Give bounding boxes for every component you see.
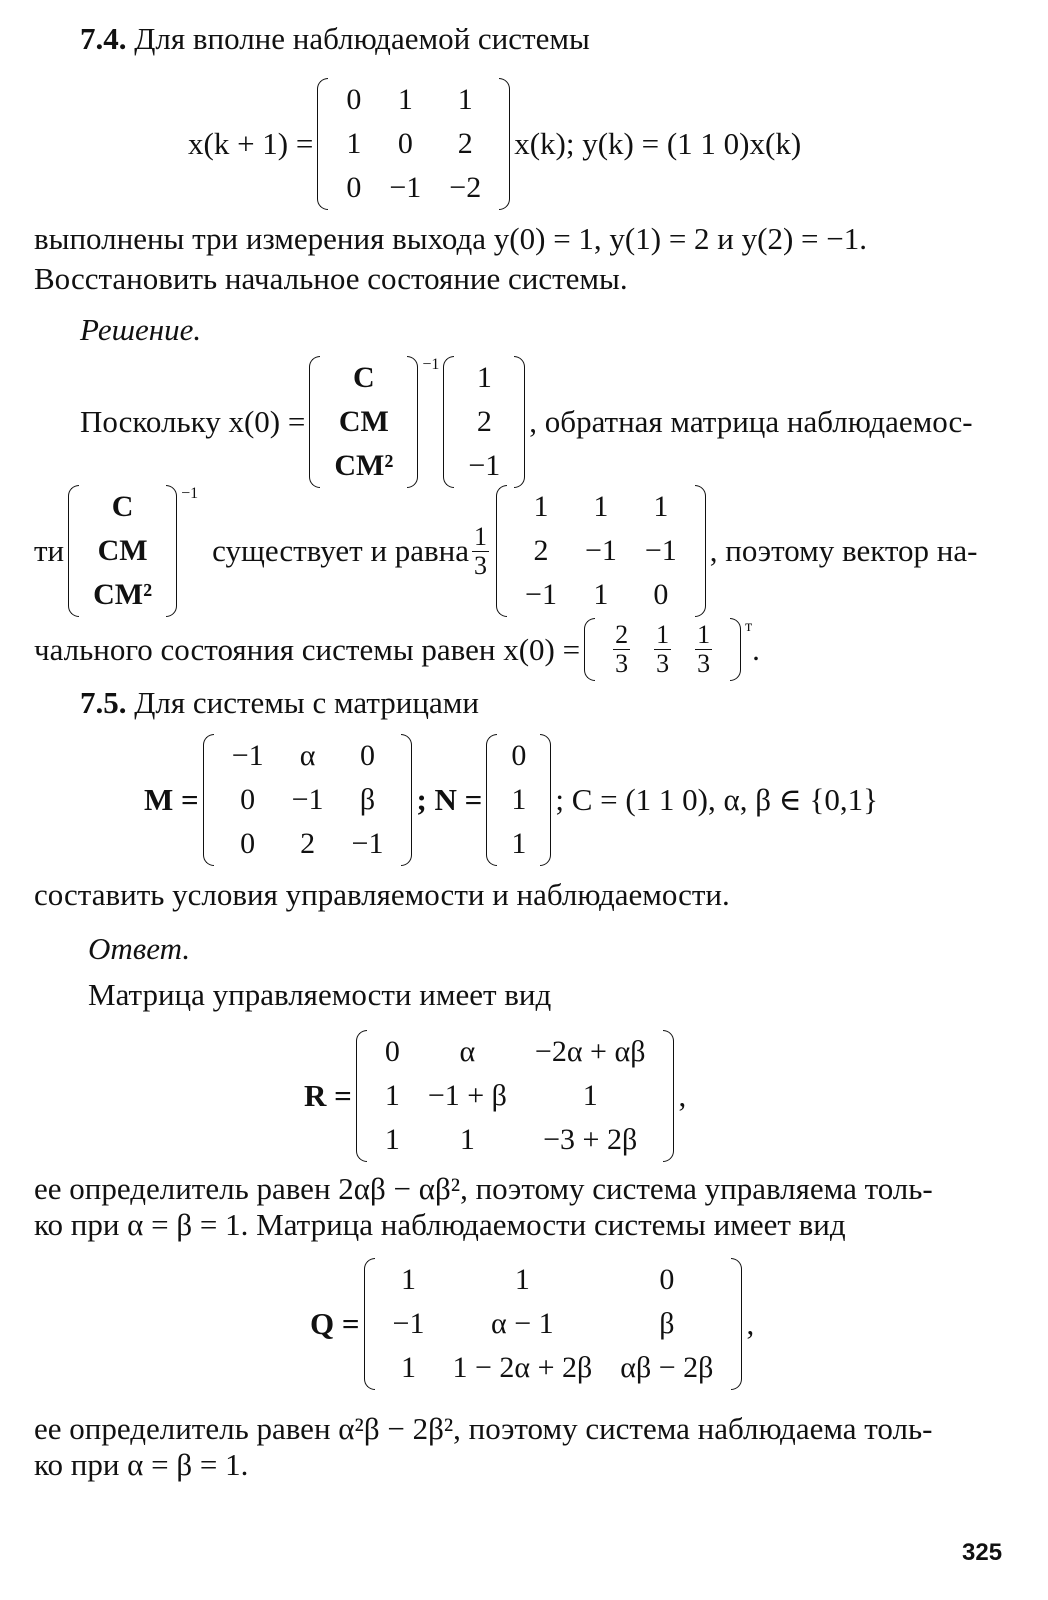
therefore-text: , поэтому вектор на- xyxy=(709,533,978,568)
problem-number-2: 7.5. xyxy=(80,685,127,720)
one-third-fraction: $\frac{1}{3}$ xyxy=(474,521,488,580)
det-Q-line-1: ее определитель равен α²β − 2β², поэтому система наблюдаема толь- xyxy=(34,1411,933,1446)
state-equation xyxy=(188,78,801,210)
controllability-matrix xyxy=(304,1030,686,1162)
measurements-text: выполнены три измерения выхода y(0) = 1, y(1) = 2 и y(2) = −1. xyxy=(34,221,868,256)
matrix-cell: αβ − 2β xyxy=(620,1351,714,1384)
matrix-cell: −2 xyxy=(449,171,482,204)
initial-state-vector xyxy=(584,618,741,681)
matrix-cell: −1 xyxy=(584,534,617,567)
inverse-text: , обратная матрица наблюдаемос- xyxy=(529,404,973,439)
observability-stack-2 xyxy=(68,485,177,617)
answer-label: Ответ. xyxy=(88,931,191,966)
equation-rhs: x(k); y(k) = (1 1 0)x(k) xyxy=(514,126,802,161)
matrix-cell: 0 xyxy=(346,83,362,116)
matrix-cell: α xyxy=(299,739,316,772)
matrix-cell: β xyxy=(659,1307,675,1340)
task-text: Восстановить начальное состояние системы. xyxy=(34,261,628,296)
matrix-cell: −1 xyxy=(525,578,557,611)
det-R-line-1: ее определитель равен 2αβ − αβ², поэтому система управляема толь- xyxy=(34,1171,933,1206)
Q-label: Q = xyxy=(310,1306,360,1341)
matrix-cell: 1 xyxy=(511,783,527,816)
matrix-cell: 0 xyxy=(359,739,375,772)
matrix-cell: 0 xyxy=(346,171,362,204)
matrix-cell: 0 xyxy=(240,783,256,816)
since-text: Поскольку x(0) = xyxy=(80,404,306,439)
matrix-cell: 1 − 2α + 2β xyxy=(452,1351,593,1384)
matrix-cell: 1 xyxy=(511,827,527,860)
matrix-M xyxy=(203,734,413,866)
matrix-cell: −1 + β xyxy=(427,1079,507,1112)
matrix-cell: α xyxy=(459,1035,476,1068)
matrix-cell: −1 xyxy=(291,783,324,816)
page-number: 325 xyxy=(962,1539,1003,1566)
transpose-mark: т xyxy=(745,618,753,635)
matrix-cell: 0 xyxy=(397,127,413,160)
matrix-cell: 2 xyxy=(476,405,492,438)
matrix-cell: 1 xyxy=(400,1351,416,1384)
matrix-cell: C xyxy=(353,361,375,394)
problem-7-4-heading xyxy=(80,22,590,56)
matrix-cell: 1 xyxy=(582,1079,598,1112)
matrix-cell: 0 xyxy=(384,1035,400,1068)
matrix-cell: β xyxy=(359,783,376,816)
matrix-cell: CM² xyxy=(334,449,394,482)
matrix-cell: 2 xyxy=(533,534,549,567)
matrix-cell: CM xyxy=(338,405,389,438)
output-vector xyxy=(443,356,525,488)
det-Q-line-2: ко при α = β = 1. xyxy=(34,1447,249,1482)
matrix-cell: 1 xyxy=(384,1123,400,1156)
matrix-cell: 1 xyxy=(514,1263,530,1296)
matrix-cell: 1 xyxy=(346,127,362,160)
R-comma: , xyxy=(678,1078,687,1113)
matrix-cell: −1 xyxy=(351,827,384,860)
equation-lhs: x(k + 1) = xyxy=(188,126,314,161)
problem-title: Для вполне наблюдаемой системы xyxy=(134,21,590,56)
x0-fraction: $\frac{1}{3}$ xyxy=(697,620,711,678)
matrix-cell: −1 xyxy=(392,1307,425,1340)
matrix-cell: 1 xyxy=(593,578,609,611)
inverse-exponent: −1 xyxy=(422,356,440,373)
M-label: M = xyxy=(144,782,199,817)
system-matrices xyxy=(144,734,878,866)
solution-label: Решение. xyxy=(80,312,202,347)
matrix-cell: 1 xyxy=(397,83,413,116)
inverse-exponent-2: −1 xyxy=(181,485,199,502)
controllability-intro: Матрица управляемости имеет вид xyxy=(88,977,552,1012)
matrix-cell: −1 xyxy=(644,534,677,567)
problem-number: 7.4. xyxy=(80,21,127,56)
matrix-cell: 1 xyxy=(457,83,473,116)
matrix-cell: 0 xyxy=(240,827,256,860)
matrix-cell: 0 xyxy=(653,578,669,611)
matrix-cell: −1 xyxy=(468,449,501,482)
matrix-cell: C xyxy=(111,490,134,523)
R-label: R = xyxy=(304,1078,352,1113)
initial-state-text: чального состояния системы равен x(0) = xyxy=(34,631,581,667)
initial-state-formula xyxy=(80,356,973,488)
observability-matrix xyxy=(310,1258,754,1390)
matrix-cell: α − 1 xyxy=(491,1307,554,1340)
matrix-cell: 1 xyxy=(476,361,492,394)
matrix-Q xyxy=(364,1258,743,1390)
matrix-cell: 1 xyxy=(593,490,609,523)
matrix-R xyxy=(356,1030,675,1162)
exists-text: существует и равна xyxy=(212,533,470,568)
C-definition: ; C = (1 1 0), α, β ∈ {0,1} xyxy=(555,782,878,817)
x0-fraction: $\frac{2}{3}$ xyxy=(615,620,629,678)
N-label: ; N = xyxy=(416,782,483,817)
problem-7-5-heading xyxy=(80,686,479,720)
word-part: ти xyxy=(34,533,65,568)
matrix-cell: 1 xyxy=(653,490,669,523)
inverse-matrix xyxy=(496,485,706,617)
matrix-cell: 1 xyxy=(400,1263,416,1296)
inverse-matrix-line xyxy=(34,485,977,617)
observability-stack xyxy=(309,356,418,488)
matrix-cell: −1 xyxy=(389,171,422,204)
matrix-cell: 0 xyxy=(659,1263,675,1296)
Q-comma: , xyxy=(746,1306,755,1341)
matrix-cell: 1 xyxy=(533,490,549,523)
matrix-cell: −1 xyxy=(231,739,264,772)
matrix-cell: CM xyxy=(97,534,148,567)
initial-state-result: чального состояния системы равен x(0) = $\frac{2}{3}$ $\frac{1}{3}$ $\frac{1}{3}$ $^т$ . xyxy=(34,618,760,681)
matrix-cell: 1 xyxy=(384,1079,400,1112)
vector-N xyxy=(486,734,551,866)
matrix-cell: −2α + αβ xyxy=(534,1035,646,1068)
matrix-cell: CM² xyxy=(93,578,153,611)
matrix-A xyxy=(317,78,510,210)
matrix-cell: 1 xyxy=(459,1123,475,1156)
x0-fraction: $\frac{1}{3}$ xyxy=(656,620,670,678)
det-R-line-2: ко при α = β = 1. Матрица наблюдаемости системы имеет вид xyxy=(34,1207,846,1242)
problem-title-2: Для системы с матрицами xyxy=(134,685,479,720)
matrix-cell: 2 xyxy=(457,127,473,160)
task-7-5: составить условия управляемости и наблюдаемости. xyxy=(34,877,730,912)
matrix-cell: 2 xyxy=(300,827,316,860)
matrix-cell: −3 + 2β xyxy=(543,1123,638,1156)
matrix-cell: 0 xyxy=(511,739,527,772)
